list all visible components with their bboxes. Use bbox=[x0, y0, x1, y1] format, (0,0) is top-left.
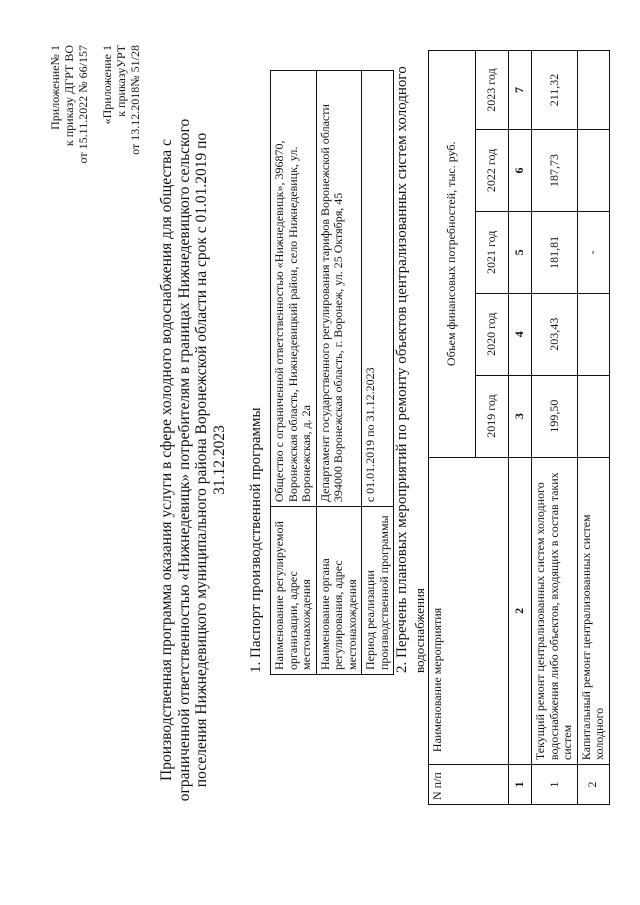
row-value: 199,50 bbox=[532, 375, 578, 457]
year-header: 2021 год bbox=[476, 211, 509, 293]
passport-value: с 01.01.2019 по 31.12.2023 bbox=[362, 71, 394, 507]
section1-heading: 1. Паспорт производственной программы bbox=[248, 407, 264, 673]
index-cell: 6 bbox=[509, 129, 532, 211]
passport-table bbox=[270, 70, 394, 675]
section2-heading-line: водоснабжения bbox=[412, 588, 427, 673]
table-header-row bbox=[429, 51, 476, 805]
section2-heading-line: 2. Перечень плановых мероприятий по ремонту объектов централизованных систем холодного bbox=[394, 66, 410, 673]
title-line: ограниченной ответственностью «Нижнедевицк» потребителям в границах Нижнедевицкого сельского bbox=[175, 118, 193, 802]
appendix-line: от 15.11.2022 № 66/157 bbox=[76, 45, 90, 164]
table-row bbox=[271, 71, 317, 675]
table-row bbox=[316, 71, 362, 675]
table-index-row bbox=[509, 51, 532, 805]
year-header: 2022 год bbox=[476, 129, 509, 211]
appendix-line: к приказуУРТ bbox=[114, 45, 128, 117]
section2-heading bbox=[394, 53, 428, 673]
row-name: Текущий ремонт централизованных систем холодного водоснабжения либо объектов, входящих в состав таких систем bbox=[532, 457, 578, 765]
document-title bbox=[158, 110, 228, 810]
year-header: 2023 год bbox=[476, 51, 509, 130]
appendix-line: «Приложение 1 bbox=[100, 45, 114, 125]
row-num: 2 bbox=[577, 765, 609, 805]
passport-label: Наименование регулируемой организации, адрес местонахождения bbox=[271, 507, 317, 675]
table-row bbox=[532, 51, 578, 805]
row-value: 181,81 bbox=[532, 211, 578, 293]
col-finance-header: Объем финансовых потребностей, тыс. руб. bbox=[429, 51, 476, 458]
passport-label: Наименование органа регулирования, адрес местонахождения bbox=[316, 507, 362, 675]
table-row bbox=[362, 71, 394, 675]
row-value bbox=[577, 375, 609, 457]
row-value: 211,32 bbox=[532, 51, 578, 130]
row-value: 187,73 bbox=[532, 129, 578, 211]
passport-value: Общество с ограниченной ответственностью «Нижнедевицк», 396870, Воронежская область, Нижнедевицкий район, село Нижнедевицк, ул. Воронежская, д. 2а bbox=[271, 71, 317, 507]
index-cell: 1 bbox=[509, 765, 532, 805]
row-value bbox=[577, 129, 609, 211]
index-cell: 2 bbox=[509, 457, 532, 765]
col-num-header: N п/п bbox=[429, 765, 509, 805]
appendix-header bbox=[48, 45, 142, 345]
appendix-line: к приказу ДГРТ ВО bbox=[62, 45, 76, 147]
table-row bbox=[577, 51, 609, 805]
row-value bbox=[577, 293, 609, 375]
index-cell: 3 bbox=[509, 375, 532, 457]
title-line: Производственная программа оказания услуги в сфере холодного водоснабжения для общества с bbox=[158, 139, 175, 781]
passport-value: Департамент государственного регулирования тарифов Воронежской области 394000 Воронежская область, г. Воронеж, ул. 25 Октября, 45 bbox=[316, 71, 362, 507]
index-cell: 5 bbox=[509, 211, 532, 293]
title-line: поселения Нижнедевицкого муниципального района Воронежской области на срок с 01.01.2019 по 31.12.2023 bbox=[193, 132, 228, 788]
index-cell: 4 bbox=[509, 293, 532, 375]
col-name-header: Наименование мероприятия bbox=[429, 457, 509, 765]
appendix-line: Приложение№ 1 bbox=[48, 45, 62, 130]
appendix-line: от 13.12.2018№ 51/28 bbox=[128, 45, 142, 155]
index-cell: 7 bbox=[509, 51, 532, 130]
year-header: 2019 год bbox=[476, 375, 509, 457]
row-num: 1 bbox=[532, 765, 578, 805]
year-header: 2020 год bbox=[476, 293, 509, 375]
row-value: - bbox=[577, 211, 609, 293]
passport-label: Период реализации производственной программы bbox=[362, 507, 394, 675]
row-value: 203,43 bbox=[532, 293, 578, 375]
repair-table bbox=[428, 50, 610, 805]
row-value bbox=[577, 51, 609, 130]
row-name: Капитальный ремонт централизованных систем холодного bbox=[577, 457, 609, 765]
